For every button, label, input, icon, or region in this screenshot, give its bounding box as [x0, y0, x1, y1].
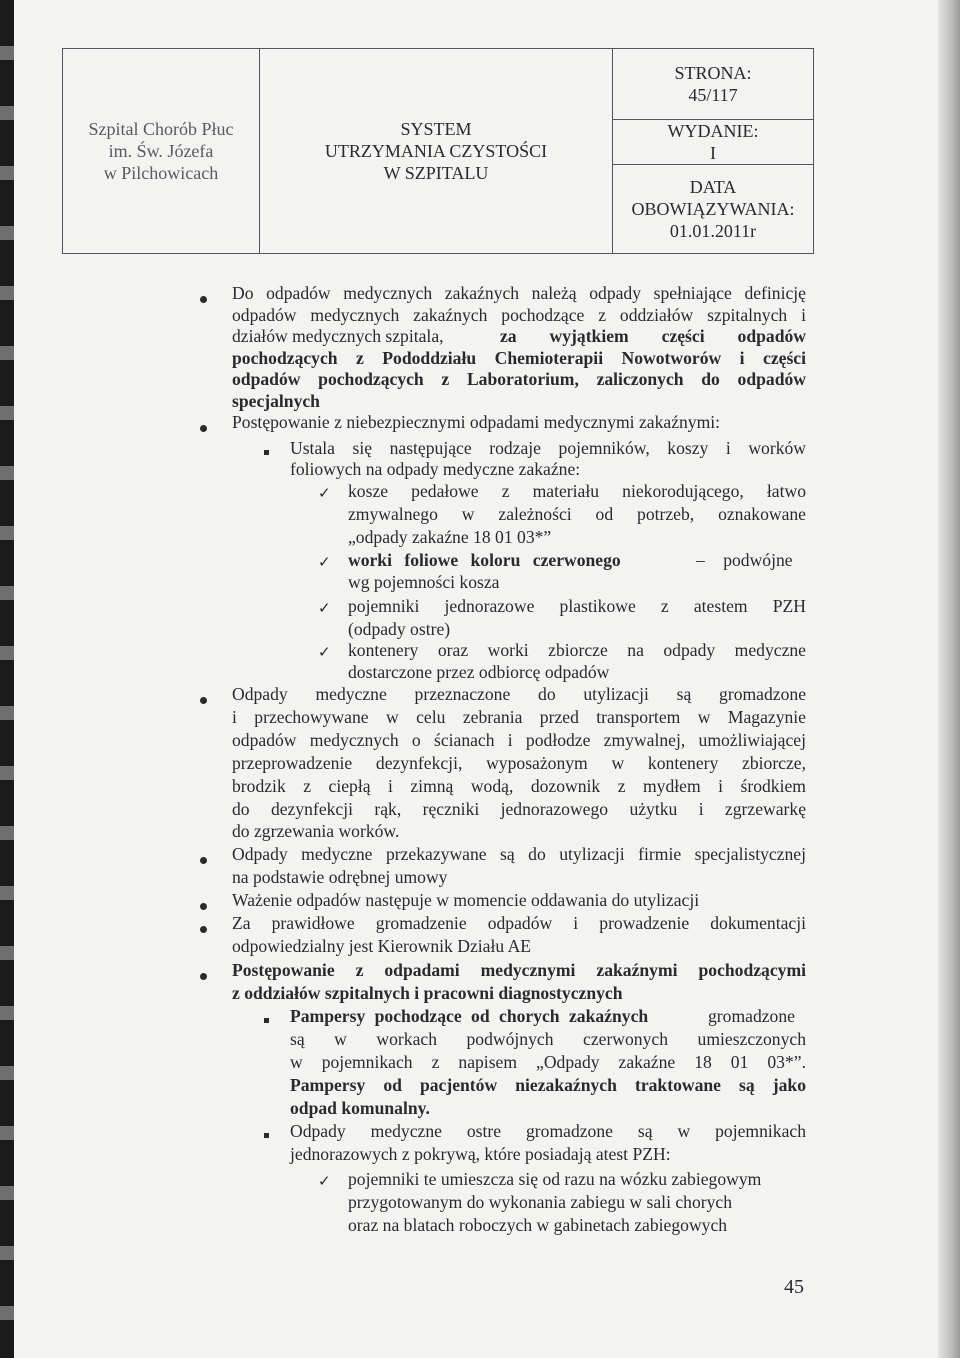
p2-sub-line1: Ustala się następujące rodzaje pojemników, koszy i worków: [290, 438, 806, 458]
p7-line2: z oddziałów szpitalnych i pracowni diagnostycznych: [232, 983, 623, 1003]
bullet-dot: [200, 926, 207, 933]
checkmark-icon: ✓: [318, 1172, 331, 1190]
p1-line5: odpadów pochodzących z Laboratorium, zaliczonych do odpadów: [232, 369, 806, 389]
hospital-name-line3: w Pilchowicach: [103, 163, 219, 183]
system-title-line1: SYSTEM: [400, 119, 472, 139]
c3-line1: pojemniki jednorazowe plastikowe z atestem PZH: [348, 596, 806, 616]
page-cell: [613, 49, 814, 120]
date-label-2: OBOWIĄZYWANIA:: [631, 199, 795, 219]
date-cell: [613, 165, 814, 254]
p3-line7: do zgrzewania worków.: [232, 821, 400, 841]
s1-rest: gromadzone: [708, 1006, 795, 1026]
p4-line1: Odpady medyczne przekazywane są do utylizacji firmie specjalistycznej: [232, 844, 806, 864]
c5-line3: oraz na blatach roboczych w gabinetach zabiegowych: [348, 1215, 728, 1235]
p6-line2: odpowiedzialny jest Kierownik Działu AE: [232, 936, 532, 956]
s1-line3: w pojemnikach z napisem „Odpady zakaźne 18 01 03*”.: [290, 1052, 806, 1072]
hospital-name-line1: Szpital Chorób Płuc: [88, 119, 234, 139]
p3-line6: do dezynfekcji rąk, ręczniki jednorazowego użytku i zgrzewarkę: [232, 799, 806, 819]
date-label: DATA: [689, 177, 737, 197]
p7-line1: Postępowanie z odpadami medycznymi zakaźnymi pochodzącymi: [232, 960, 806, 980]
edition-label: WYDANIE:: [667, 121, 759, 141]
page-number: 45: [784, 1276, 804, 1298]
s1-bold-line2: odpad komunalny.: [290, 1098, 430, 1118]
p5-line: Ważenie odpadów następuje w momencie oddawania do utylizacji: [232, 890, 700, 910]
c2-bold: worki foliowe koloru czerwonego: [348, 550, 621, 570]
binder-edge: [0, 0, 14, 1358]
bullet-dot: [200, 697, 207, 704]
bullet-dot: [200, 296, 207, 303]
system-title-cell: [260, 49, 613, 254]
hospital-name-line2: im. Św. Józefa: [108, 141, 214, 161]
checkmark-icon: ✓: [318, 599, 331, 617]
page-value: 45/117: [688, 85, 738, 105]
p3-line1: Odpady medyczne przeznaczone do utylizacji są gromadzone: [232, 684, 806, 704]
c4-line2: dostarczone przez odbiorcę odpadów: [348, 662, 610, 682]
bullet-dot: [200, 903, 207, 910]
checkmark-icon: ✓: [318, 484, 331, 502]
c3-line2: (odpady ostre): [348, 619, 451, 639]
page-label: STRONA:: [674, 63, 752, 83]
p1-line3b: za wyjątkiem części odpadów: [500, 326, 806, 346]
checkmark-icon: ✓: [318, 643, 331, 661]
s1-line2: są w workach podwójnych czerwonych umieszczonych: [290, 1029, 806, 1049]
c5-line2: przygotowanym do wykonania zabiegu w sali chorych: [348, 1192, 733, 1212]
square-bullet: [264, 1018, 269, 1023]
p3-line5: brodzik z ciepłą i zimną wodą, dozownik z mydłem i środkiem: [232, 776, 806, 796]
p2-line: Postępowanie z niebezpiecznymi odpadami medycznymi zakaźnymi:: [232, 412, 721, 432]
c2-rest: – podwójne: [696, 550, 793, 570]
p2-sub-line2: foliowych na odpady medyczne zakaźne:: [290, 459, 581, 479]
checkmark-icon: ✓: [318, 553, 331, 571]
p1-line6: specjalnych: [232, 391, 320, 411]
p3-line3: odpadów medycznych o ścianach i podłodze zmywalnej, umożliwiającej: [232, 730, 806, 750]
s1-bold: Pampersy pochodzące od chorych zakaźnych: [290, 1006, 649, 1026]
system-title-line3: W SZPITALU: [383, 163, 489, 183]
s1-bold-line1: Pampersy od pacjentów niezakaźnych traktowane są jako: [290, 1075, 806, 1095]
bullet-dot: [200, 973, 207, 980]
hospital-name-cell: [63, 49, 260, 254]
p1-line4: pochodzących z Pododdziału Chemioterapii Nowotworów i części: [232, 348, 806, 368]
p4-line2: na podstawie odrębnej umowy: [232, 867, 448, 887]
c1-line2: zmywalnego w zależności od potrzeb, oznakowane: [348, 504, 806, 524]
s2-line2: jednorazowych z pokrywą, które posiadają atest PZH:: [290, 1144, 671, 1164]
c1-line1: kosze pedałowe z materiału niekorodującego, łatwo: [348, 481, 806, 501]
s2-line1: Odpady medyczne ostre gromadzone są w pojemnikach: [290, 1121, 806, 1141]
c2-line2: wg pojemności kosza: [348, 572, 500, 592]
c4-line1: kontenery oraz worki zbiorcze na odpady medyczne: [348, 640, 806, 660]
page-edge-shadow: [938, 0, 960, 1358]
p6-line1: Za prawidłowe gromadzenie odpadów i prowadzenie dokumentacji: [232, 913, 806, 933]
system-title-line2: UTRZYMANIA CZYSTOŚCI: [324, 141, 548, 161]
p1-line1: Do odpadów medycznych zakaźnych należą odpady spełniające definicję: [232, 283, 806, 303]
edition-cell: [613, 120, 814, 165]
square-bullet: [264, 1133, 269, 1138]
edition-value: I: [710, 143, 716, 163]
p1-line3a: działów medycznych szpitala,: [232, 326, 444, 346]
bullet-dot: [200, 425, 207, 432]
c5-line1: pojemniki te umieszcza się od razu na wózku zabiegowym: [348, 1169, 762, 1189]
p1-line2: odpadów medycznych zakaźnych pochodzące z oddziałów szpitalnych i: [232, 305, 806, 325]
date-value: 01.01.2011r: [669, 221, 757, 241]
c1-line3: „odpady zakaźne 18 01 03*”: [348, 527, 552, 547]
p3-line2: i przechowywane w celu zebrania przed transportem w Magazynie: [232, 707, 806, 727]
p3-line4: przeprowadzenie dezynfekcji, wyposażonym w kontenery zbiorcze,: [232, 753, 806, 773]
square-bullet: [264, 450, 269, 455]
document-header-table: [62, 48, 814, 254]
bullet-dot: [200, 857, 207, 864]
